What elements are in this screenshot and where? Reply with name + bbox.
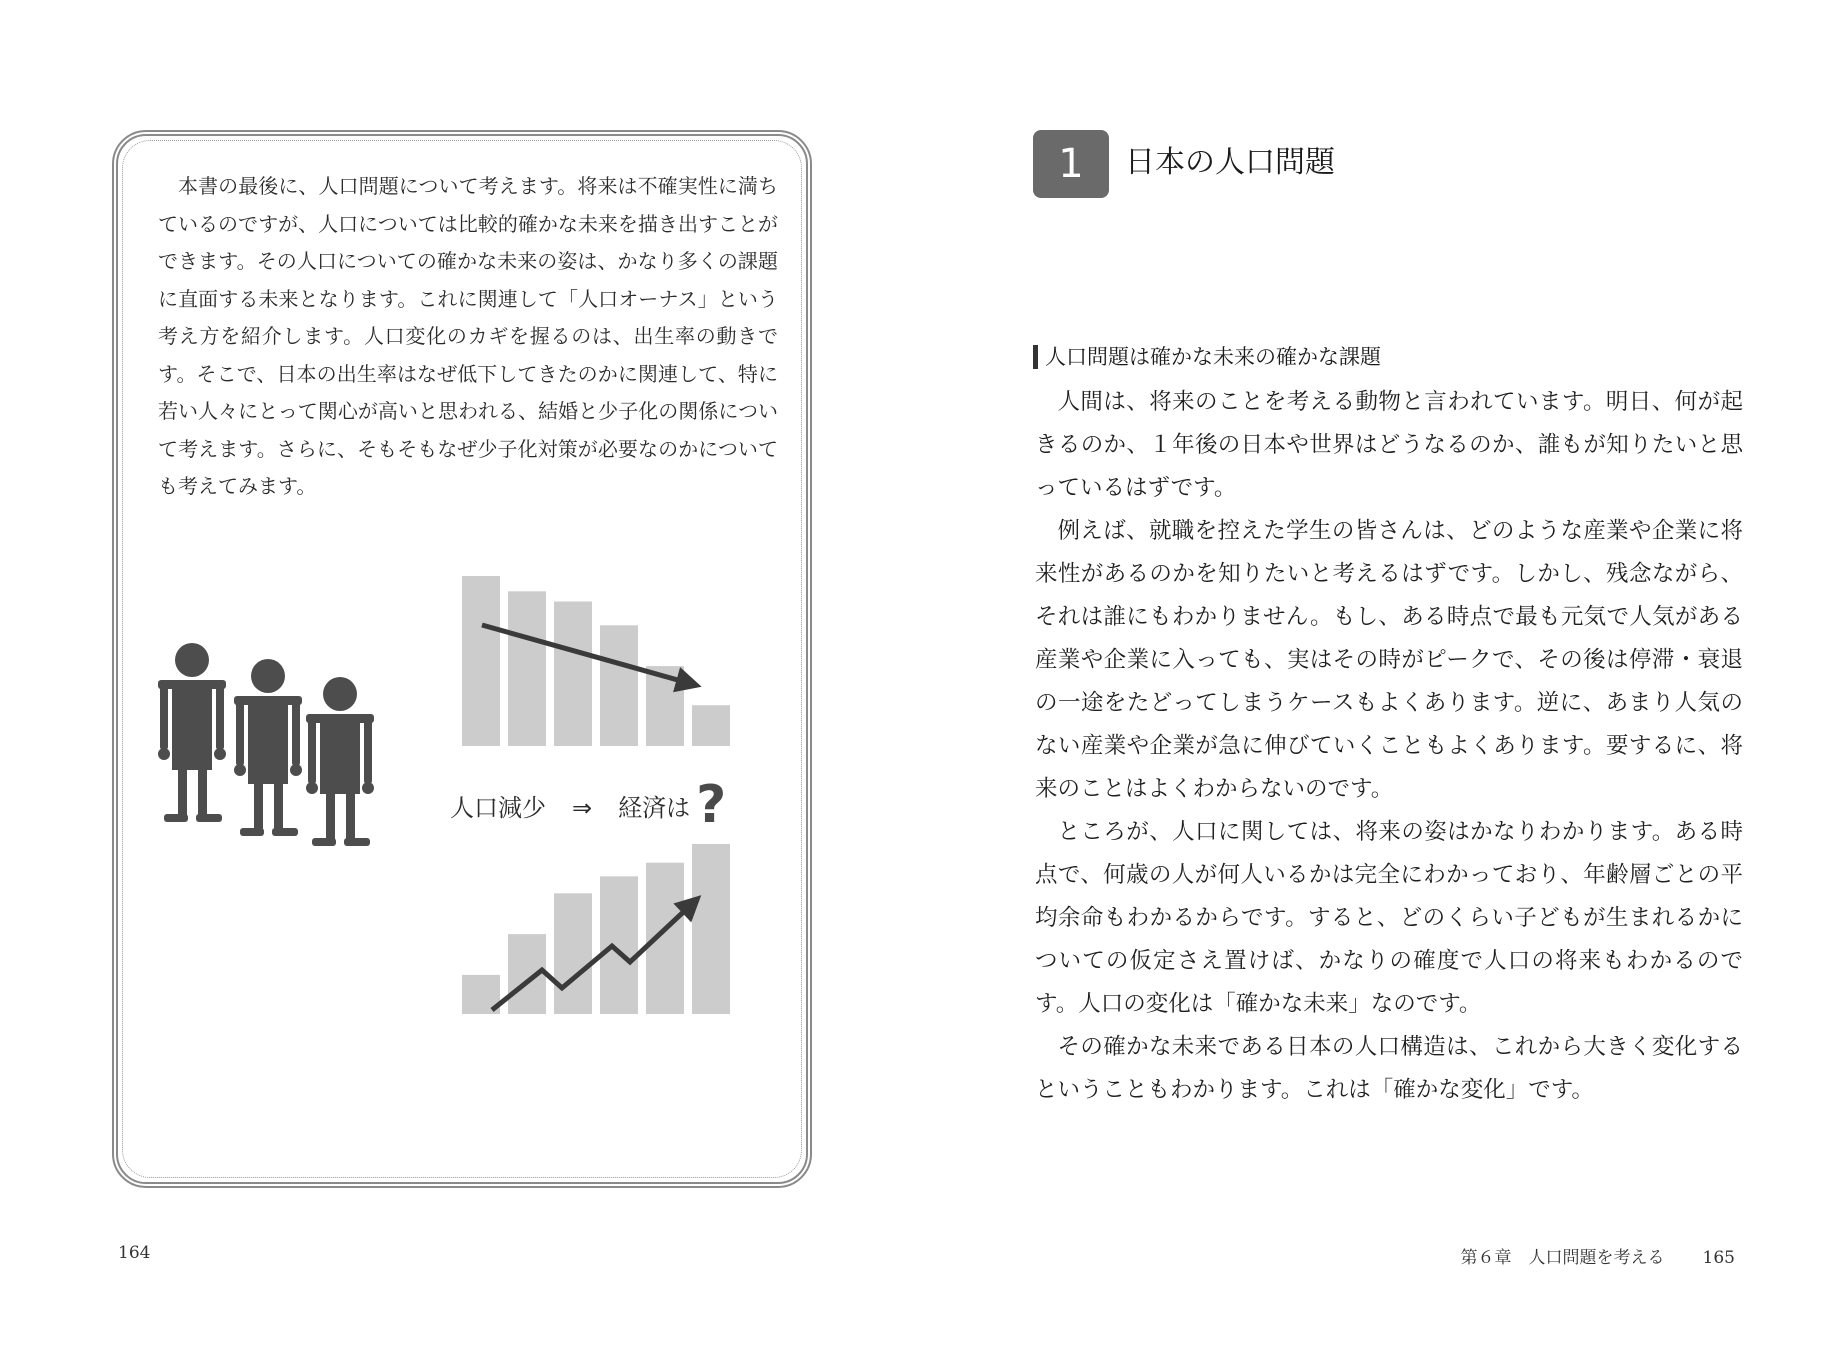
rising-bars-chart <box>462 838 752 1018</box>
paragraph-3: ところが、人口に関しては、将来の姿はかなりわかります。ある時点で、何歳の人が何人いるかは完全にわかっており、年齢層ごとの平均余命もわかるからです。すると、どのくらい子どもが生まれるかについての仮定さえ置けば、かなりの確度で人口の将来もわかるのです。人口の変化は「確かな未来」なのです。 <box>1035 819 1743 1017</box>
section-title: 日本の人口問題 <box>1125 145 1335 180</box>
page-footer-right <box>1445 1243 1735 1268</box>
paragraph-2: 例えば、就職を控えた学生の皆さんは、どのような産業や企業に将来性があるのかを知りたいと考えるはずです。しかし、残念ながら、それは誰にもわかりません。もし、ある時点で最も元気で人気がある産業や企業に入っても、実はその時がピークで、その後は停滞・衰退の一途をたどってしまうケースもよくあります。逆に、あまり人気のない産業や企業が急に伸びていくこともよくあります。要するに、将来のことはよくわからないのです。 <box>1035 518 1743 802</box>
page-number-left: 164 <box>118 1243 151 1263</box>
illustration-caption <box>450 775 790 835</box>
chapter-intro-text: 本書の最後に、人口問題について考えます。将来は不確実性に満ちているのですが、人口については比較的確かな未来を描き出すことができます。その人口についての確かな未来の姿は、かなり多くの課題に直面する未来となります。これに関連して「人口オーナス」という考え方を紹介します。人口変化のカギを握るのは、出生率の動きです。そこで、日本の出生率はなぜ低下してきたのかに関連して、特に若い人々にとって関心が高いと思われる、結婚と少子化の関係について考えます。さらに、そもそもなぜ少子化対策が必要なのかについても考えてみます。 <box>158 174 778 498</box>
declining-bars-chart <box>462 570 752 750</box>
declining-bar-1 <box>462 576 500 746</box>
people-figures-icon <box>150 640 380 860</box>
rising-bar-3 <box>554 893 592 1014</box>
declining-bar-4 <box>600 625 638 746</box>
rising-bar-6 <box>692 844 730 1014</box>
population-illustration <box>150 570 770 1030</box>
right-page <box>917 0 1834 1350</box>
question-mark: ? <box>696 775 727 835</box>
paragraph-4: その確かな未来である日本の人口構造は、これから大きく変化するということもわかります。これは「確かな変化」です。 <box>1035 1034 1743 1103</box>
declining-bar-2 <box>508 591 546 746</box>
declining-bar-3 <box>554 602 592 747</box>
paragraph-1: 人間は、将来のことを考える動物と言われています。明日、何が起きるのか、１年後の日本や世界はどうなるのか、誰もが知りたいと思っているはずです。 <box>1035 389 1743 501</box>
running-header-chapter: 第６章 人口問題を考える <box>1460 1248 1665 1268</box>
caption-population-decline: 人口減少 <box>450 794 546 822</box>
declining-bar-6 <box>692 705 730 746</box>
page-number-right: 165 <box>1702 1248 1735 1268</box>
caption-economy: 経済は <box>618 794 691 822</box>
subheading: 人口問題は確かな未来の確かな課題 <box>1033 342 1381 372</box>
rising-bar-4 <box>600 876 638 1014</box>
caption-arrow: ⇒ <box>572 794 593 822</box>
section-number-badge: 1 <box>1033 130 1109 198</box>
body-text <box>1035 381 1743 1112</box>
